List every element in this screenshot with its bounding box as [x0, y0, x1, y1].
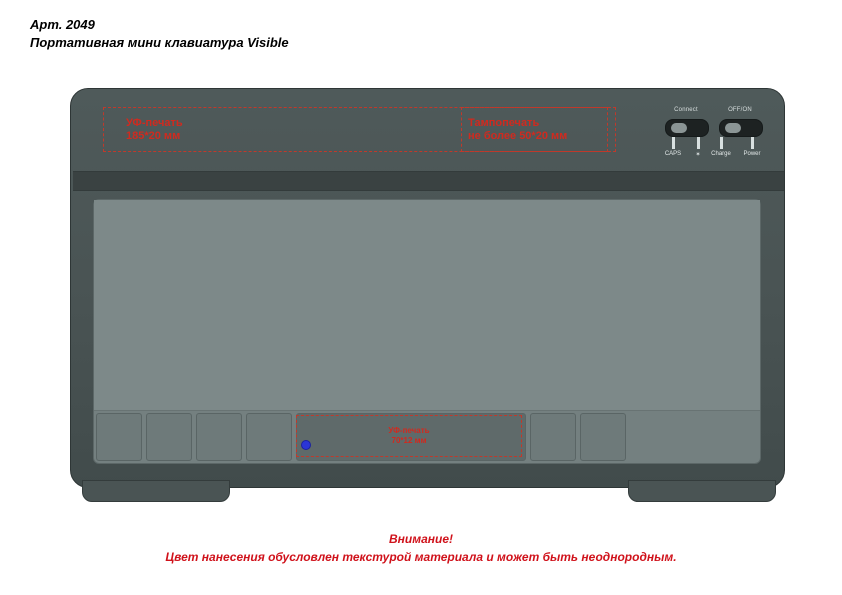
power-switch-label: OFF/ON [728, 107, 752, 113]
warning-title: Внимание! [388, 532, 454, 546]
led-bluetooth-icon [697, 137, 700, 149]
product-title: Портативная мини клавиатура Visible [30, 34, 289, 50]
connect-switch-knob [671, 123, 687, 133]
key [530, 413, 576, 461]
led-power-label: Power [743, 151, 761, 157]
keyboard-illustration [70, 88, 785, 498]
footer-warning [0, 532, 842, 564]
marker-dot-icon [301, 440, 311, 450]
power-switch[interactable] [719, 119, 763, 137]
print-zone-space-bar [296, 415, 522, 457]
keyboard-body [70, 88, 785, 488]
print-zone-top-right [461, 107, 616, 152]
warning-text: Цвет нанесения обусловлен текстурой материала и может быть неоднородным. [165, 550, 677, 564]
key [580, 413, 626, 461]
led-bluetooth-label: ✶ [695, 152, 701, 158]
led-power-icon [751, 137, 754, 149]
key [96, 413, 142, 461]
key-field [94, 200, 760, 411]
article-number: Арт. 2049 [30, 17, 95, 32]
led-charge [706, 137, 736, 157]
led-power [737, 137, 767, 157]
print-zone-top-left-size: 185*20 мм [126, 129, 181, 142]
key [146, 413, 192, 461]
bottom-key-row [96, 413, 758, 461]
connect-switch[interactable] [665, 119, 709, 137]
led-charge-label: Charge [711, 151, 731, 157]
print-zone-top-right-label: Тампопечать [468, 116, 540, 129]
led-caps-icon [672, 137, 675, 149]
led-charge-icon [720, 137, 723, 149]
keyboard-foot-right [628, 480, 776, 502]
print-zone-space-bar-size: 70*12 мм [391, 436, 427, 445]
print-zone-space-bar-label: УФ-печать [388, 426, 430, 436]
print-zone-top-left-label: УФ-печать [126, 116, 183, 129]
keyboard-top-panel [71, 89, 786, 171]
panel-divider-band [73, 171, 784, 191]
print-zone-top-right-size: не более 50*20 мм [468, 129, 568, 142]
connect-switch-label: Connect [674, 107, 698, 113]
key [246, 413, 292, 461]
power-switch-knob [725, 123, 741, 133]
page-header [30, 16, 289, 51]
keyboard-foot-left [82, 480, 230, 502]
led-indicator-legend [658, 137, 776, 171]
key [196, 413, 242, 461]
key-plate [93, 199, 761, 464]
led-caps-label: CAPS [664, 151, 682, 157]
